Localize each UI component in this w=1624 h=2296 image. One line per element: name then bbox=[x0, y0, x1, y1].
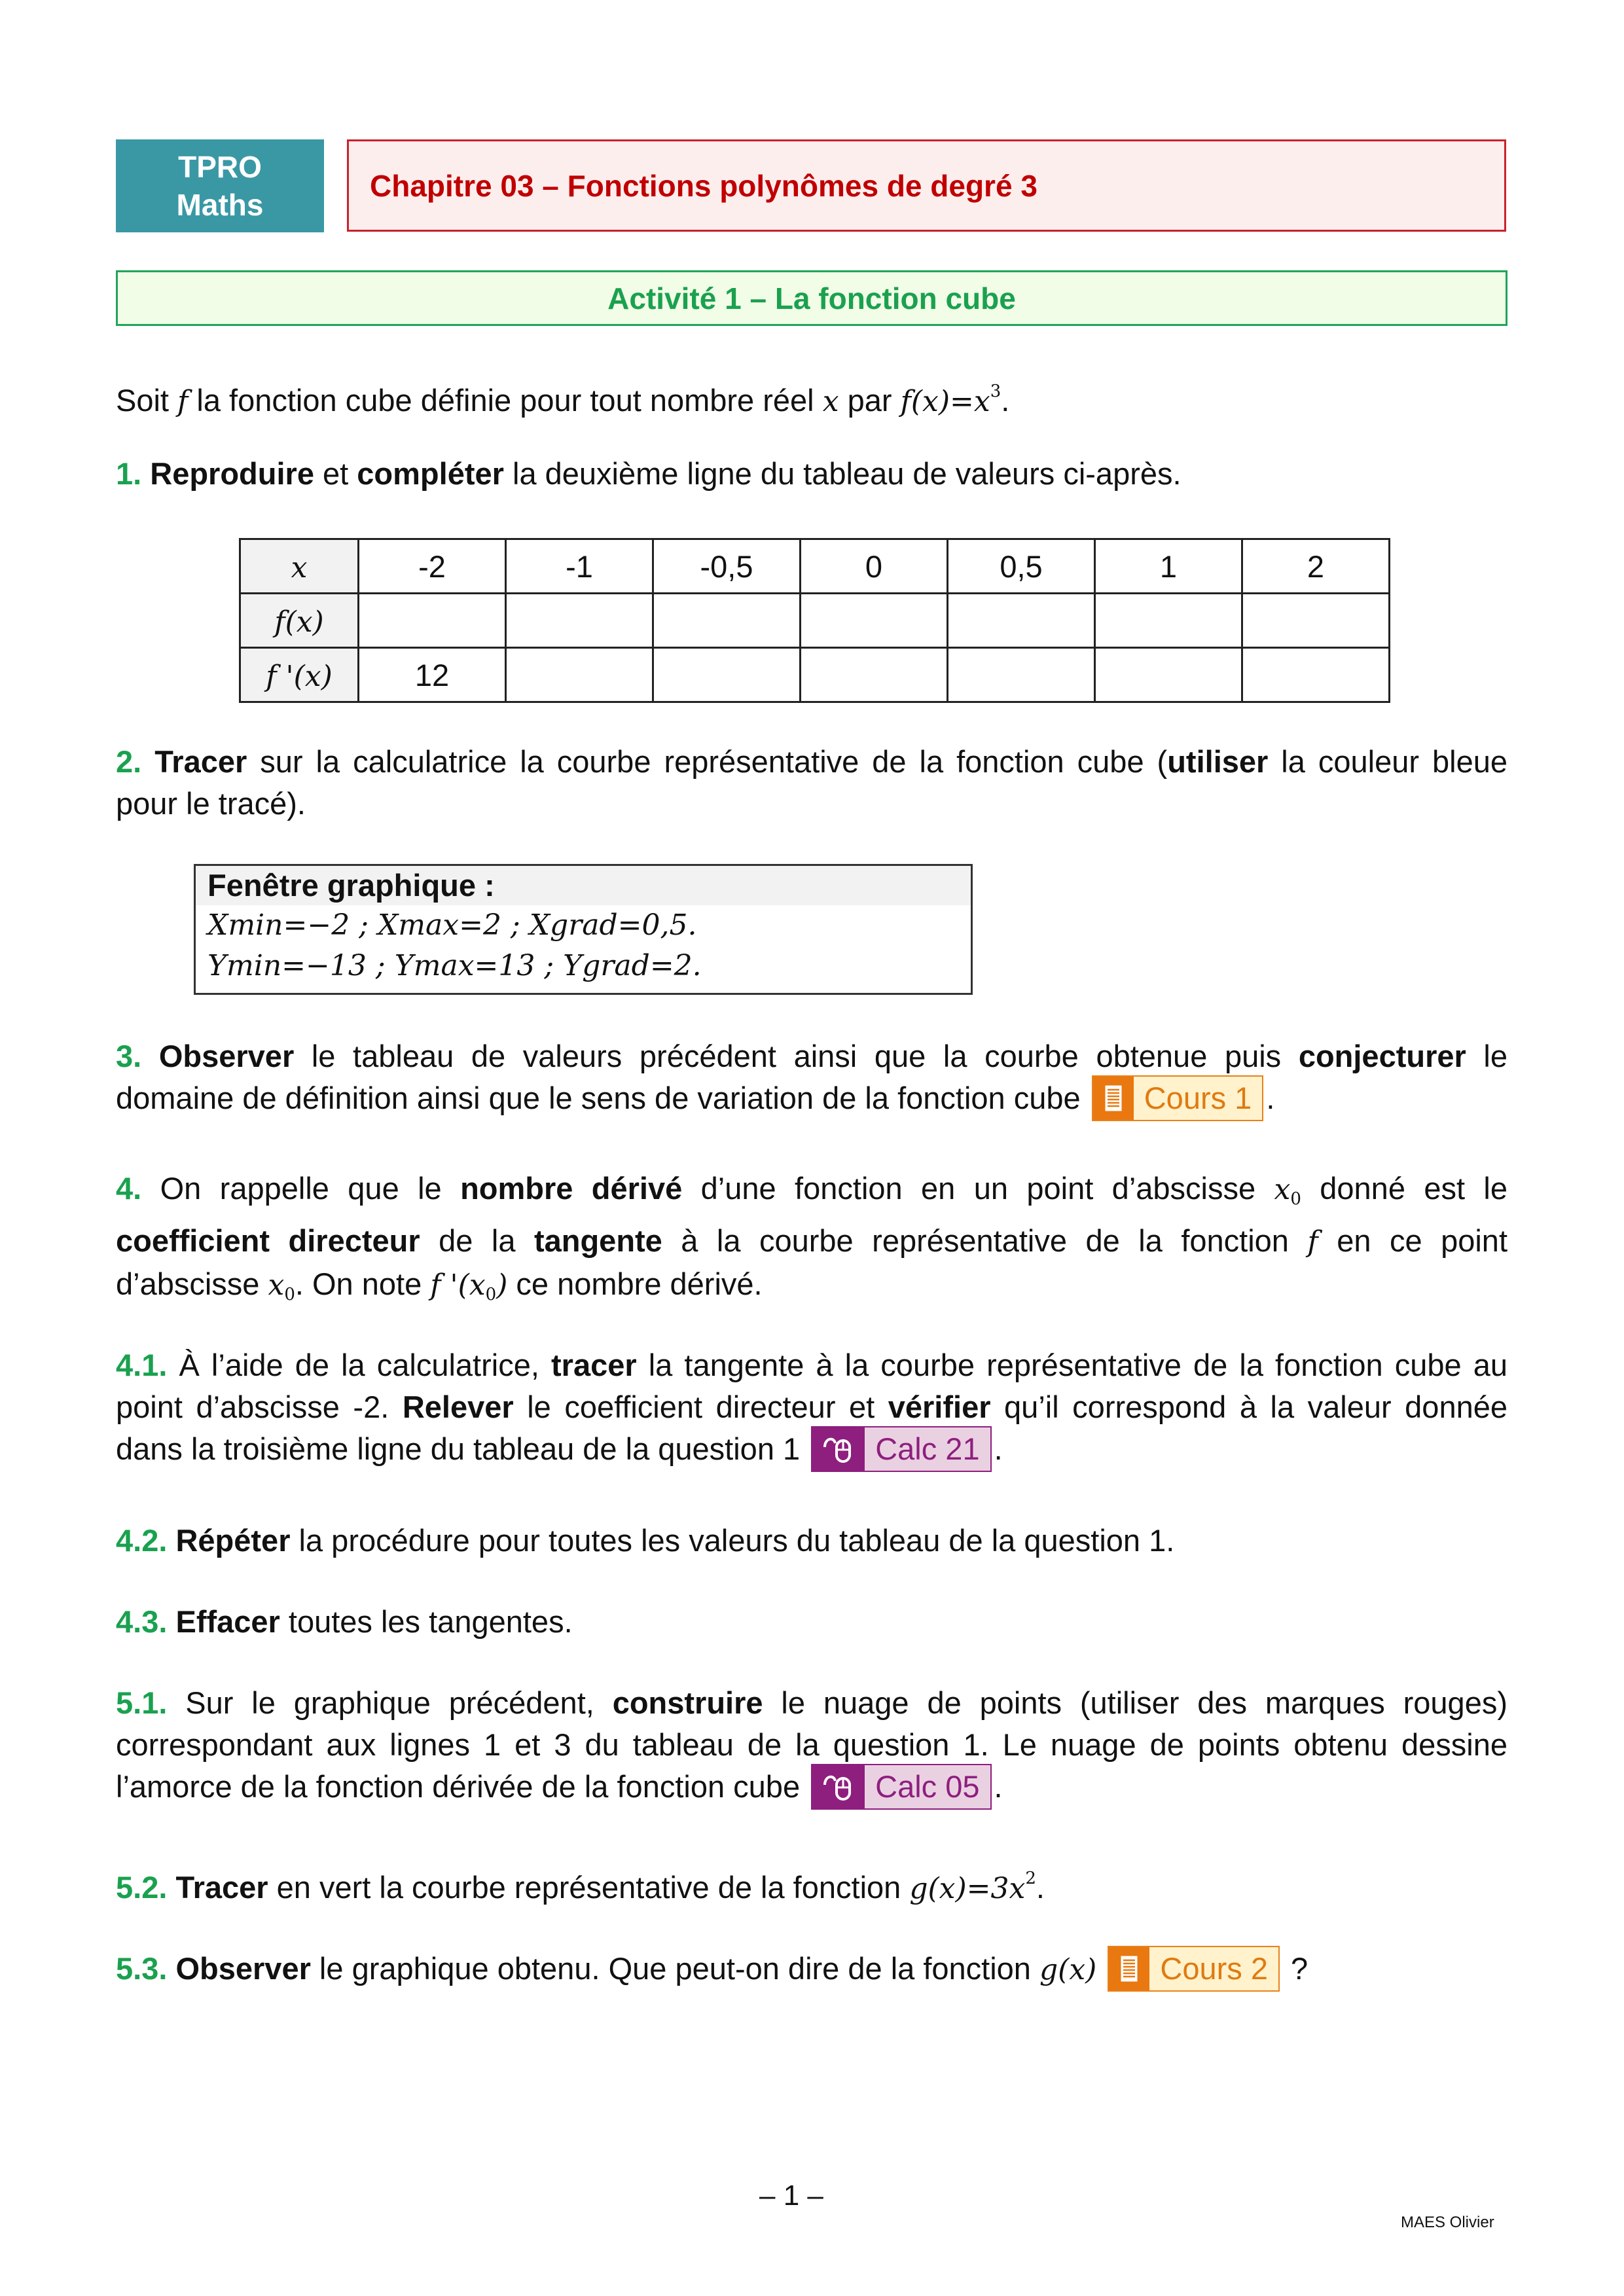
header-label: f(x) bbox=[274, 605, 324, 639]
table-cell: 2 bbox=[1242, 539, 1390, 594]
keyword: vérifier bbox=[888, 1390, 991, 1424]
table-row-fx bbox=[240, 594, 1390, 648]
keyword: Relever bbox=[402, 1390, 514, 1424]
intro-text: Soit bbox=[116, 383, 178, 418]
table-row-fprime bbox=[240, 648, 1390, 702]
text: . bbox=[994, 1769, 1003, 1804]
table-header-cell bbox=[240, 648, 359, 702]
table-cell: -2 bbox=[359, 539, 506, 594]
question-5-1 bbox=[116, 1682, 1507, 1812]
level-tag-line1: TPRO bbox=[178, 150, 262, 184]
question-number: 5.1. bbox=[116, 1685, 168, 1720]
graph-window-box bbox=[194, 864, 973, 995]
keyword: compléter bbox=[357, 456, 504, 491]
table-cell bbox=[1095, 648, 1242, 702]
math-f: f bbox=[177, 385, 189, 418]
question-number: 4.1. bbox=[116, 1348, 168, 1382]
intro-text: la fonction cube définie pour tout nombre réel bbox=[188, 383, 823, 418]
question-number: 5.2. bbox=[116, 1870, 168, 1905]
text: . bbox=[994, 1431, 1003, 1466]
document-icon bbox=[1109, 1947, 1149, 1990]
table-cell bbox=[506, 594, 653, 648]
table-cell bbox=[1242, 648, 1390, 702]
text: la deuxième ligne du tableau de valeurs ci-après. bbox=[503, 456, 1182, 491]
table-cell bbox=[1095, 594, 1242, 648]
math-subscript: 0 bbox=[1290, 1189, 1301, 1209]
document-icon bbox=[1093, 1077, 1134, 1120]
text: À l’aide de la calculatrice, bbox=[167, 1348, 551, 1382]
text: le graphique obtenu. Que peut-on dire de la fonction bbox=[310, 1951, 1040, 1986]
keyword: coefficient directeur bbox=[116, 1223, 420, 1258]
graph-window-title: Fenêtre graphique : bbox=[196, 866, 971, 905]
intro-paragraph bbox=[116, 370, 1507, 423]
text: Sur le graphique précédent, bbox=[167, 1685, 613, 1720]
keyword: Tracer bbox=[175, 1870, 268, 1905]
text: toutes les tangentes. bbox=[280, 1604, 573, 1639]
text: le domaine de définition ainsi que le sens de variation de la fonction cube bbox=[116, 1039, 1508, 1115]
calc-label: Calc 05 bbox=[865, 1765, 990, 1808]
y-settings-text: Ymin=−13 ; Ymax=13 ; Ygrad=2. bbox=[208, 949, 702, 982]
author-name: MAES Olivier bbox=[1401, 2214, 1494, 2231]
math-subscript: 0 bbox=[485, 1285, 497, 1304]
math-f: f bbox=[1307, 1225, 1318, 1259]
text: ? bbox=[1282, 1951, 1308, 1986]
text: ce nombre dérivé. bbox=[507, 1266, 763, 1301]
text: la tangente à la courbe représentative de la fonction cube au point d’abscisse -2. bbox=[116, 1348, 1508, 1424]
table-header-cell bbox=[240, 594, 359, 648]
text: . On note bbox=[295, 1266, 431, 1301]
text: en vert la courbe représentative de la fonction bbox=[268, 1870, 910, 1905]
level-tag-line2: Maths bbox=[176, 188, 264, 222]
question-5-3 bbox=[116, 1948, 1507, 1994]
text: le nuage de points (utiliser des marques rouges) correspondant aux lignes 1 et 3 du tableau de la question 1. Le nuage de points obtenu dessine l’amorce de la fonction dérivée de la fonction cube bbox=[116, 1685, 1507, 1804]
table-cell bbox=[948, 594, 1095, 648]
math-eq: = bbox=[950, 385, 974, 418]
keyword: utiliser bbox=[1167, 744, 1269, 779]
text: d’une fonction en un point d’abscisse bbox=[682, 1171, 1274, 1206]
table-row-x bbox=[240, 539, 1390, 594]
text: à la courbe représentative de la fonction bbox=[662, 1223, 1308, 1258]
cours-label: Cours 1 bbox=[1134, 1077, 1263, 1120]
table-cell bbox=[506, 648, 653, 702]
question-number: 4. bbox=[116, 1171, 142, 1206]
table-cell: -1 bbox=[506, 539, 653, 594]
question-2 bbox=[116, 741, 1507, 825]
keyword: Observer bbox=[158, 1039, 295, 1073]
keyword: conjecturer bbox=[1298, 1039, 1466, 1073]
cours-1-link[interactable] bbox=[1092, 1075, 1264, 1121]
text: On rappelle que le bbox=[141, 1171, 461, 1206]
intro-text: par bbox=[839, 383, 901, 418]
question-1 bbox=[116, 453, 1507, 495]
page-number: – 1 – bbox=[759, 2179, 823, 2212]
question-number: 3. bbox=[116, 1039, 142, 1073]
question-4-2 bbox=[116, 1520, 1507, 1562]
graph-window-x-settings bbox=[196, 905, 971, 946]
text: . bbox=[1036, 1870, 1045, 1905]
table-cell: 0,5 bbox=[948, 539, 1095, 594]
table-cell bbox=[653, 648, 801, 702]
table-cell: 0 bbox=[801, 539, 948, 594]
table-cell: -0,5 bbox=[653, 539, 801, 594]
x-settings-text: Xmin=−2 ; Xmax=2 ; Xgrad=0,5. bbox=[208, 908, 697, 942]
mouse-icon bbox=[812, 1427, 865, 1471]
level-tag bbox=[116, 139, 324, 232]
text: de la bbox=[420, 1223, 534, 1258]
table-cell bbox=[801, 648, 948, 702]
calc-05-link[interactable] bbox=[811, 1764, 991, 1810]
table-header-cell bbox=[240, 539, 359, 594]
math-paren: ) bbox=[496, 1268, 508, 1302]
text: la couleur bleue pour le tracé). bbox=[116, 744, 1507, 821]
math-exponent: 2 bbox=[1025, 1869, 1036, 1888]
math-3x: =3x bbox=[966, 1872, 1026, 1905]
text: et bbox=[314, 456, 357, 491]
math-x0: x bbox=[1274, 1173, 1291, 1206]
keyword: Tracer bbox=[154, 744, 247, 779]
table-cell bbox=[801, 594, 948, 648]
text: qu’il correspond à la valeur donnée dans la troisième ligne du tableau de la question 1 bbox=[116, 1390, 1508, 1466]
question-number: 4.3. bbox=[116, 1604, 168, 1639]
text: le tableau de valeurs précédent ainsi que la courbe obtenue puis bbox=[294, 1039, 1299, 1073]
activity-title: Activité 1 – La fonction cube bbox=[607, 281, 1016, 315]
table-cell: 1 bbox=[1095, 539, 1242, 594]
math-x: x bbox=[973, 385, 990, 418]
math-x: x bbox=[822, 385, 839, 418]
math-gx: g(x) bbox=[1039, 1953, 1097, 1986]
table-cell bbox=[948, 648, 1095, 702]
math-gx: g(x) bbox=[909, 1872, 967, 1905]
question-3 bbox=[116, 1035, 1507, 1124]
keyword: Observer bbox=[175, 1951, 311, 1986]
table-cell bbox=[359, 594, 506, 648]
keyword: nombre dérivé bbox=[460, 1171, 683, 1206]
keyword: construire bbox=[612, 1685, 763, 1720]
calc-21-link[interactable] bbox=[811, 1426, 991, 1472]
chapter-title-box bbox=[347, 139, 1506, 232]
calc-label: Calc 21 bbox=[865, 1427, 990, 1471]
text: le coefficient directeur et bbox=[513, 1390, 888, 1424]
math-fx: f(x) bbox=[900, 385, 950, 418]
table-cell bbox=[1242, 594, 1390, 648]
math-x0: x bbox=[268, 1268, 285, 1302]
mouse-icon bbox=[812, 1765, 865, 1808]
question-number: 1. bbox=[116, 456, 142, 491]
keyword: Répéter bbox=[175, 1523, 291, 1558]
keyword: Effacer bbox=[175, 1604, 280, 1639]
question-number: 2. bbox=[116, 744, 142, 779]
header-label: f '(x) bbox=[266, 659, 333, 693]
math-fprime: f '(x bbox=[430, 1268, 486, 1302]
keyword: tracer bbox=[551, 1348, 637, 1382]
question-4-3 bbox=[116, 1601, 1507, 1643]
question-5-2 bbox=[116, 1857, 1507, 1910]
chapter-title: Chapitre 03 – Fonctions polynômes de degré 3 bbox=[370, 168, 1038, 203]
text: en ce point d’abscisse bbox=[116, 1223, 1507, 1301]
question-4 bbox=[116, 1168, 1507, 1316]
text: la procédure pour toutes les valeurs du tableau de la question 1. bbox=[290, 1523, 1175, 1558]
question-number: 5.3. bbox=[116, 1951, 168, 1986]
table-cell: 12 bbox=[359, 648, 506, 702]
text: sur la calculatrice la courbe représentative de la fonction cube ( bbox=[247, 744, 1168, 779]
text: donné est le bbox=[1301, 1171, 1508, 1206]
math-exponent: 3 bbox=[990, 382, 1001, 401]
keyword: tangente bbox=[533, 1223, 662, 1258]
math-subscript: 0 bbox=[284, 1285, 295, 1304]
intro-text: . bbox=[1001, 383, 1010, 418]
table-cell bbox=[653, 594, 801, 648]
graph-window-y-settings bbox=[196, 946, 971, 986]
values-table bbox=[239, 538, 1390, 703]
header-label: x bbox=[291, 550, 308, 584]
keyword: Reproduire bbox=[150, 456, 314, 491]
question-4-1 bbox=[116, 1344, 1507, 1475]
cours-label: Cours 2 bbox=[1149, 1947, 1278, 1990]
question-number: 4.2. bbox=[116, 1523, 168, 1558]
text: . bbox=[1266, 1081, 1275, 1115]
activity-title-box bbox=[116, 270, 1507, 326]
cours-2-link[interactable] bbox=[1108, 1946, 1280, 1992]
